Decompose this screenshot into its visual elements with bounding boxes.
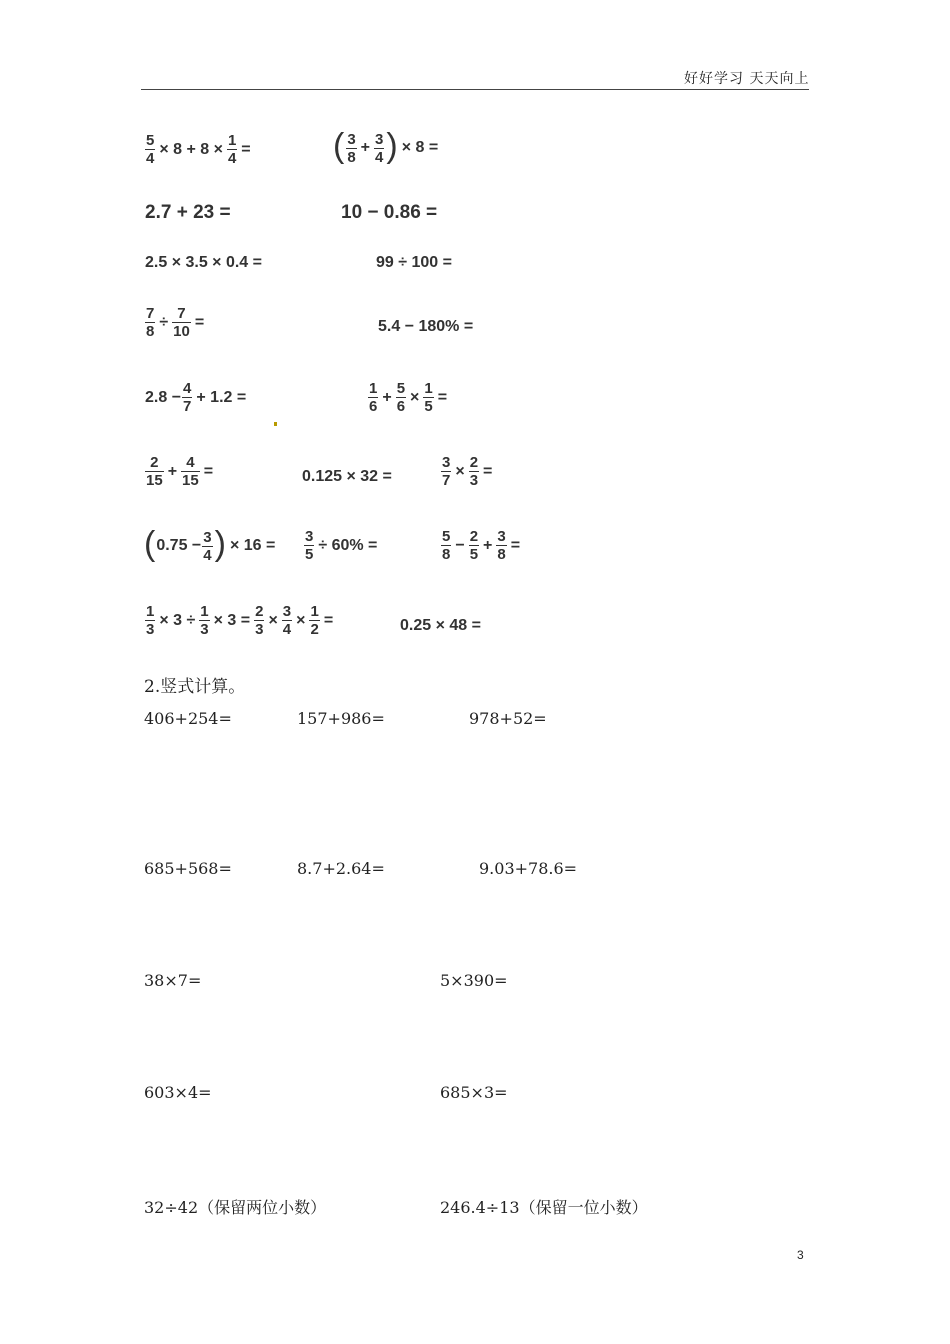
oral-expr-4a: $\frac{7}{8}$ ÷ $\frac{7}{10}$ =: [146, 305, 205, 340]
page-number: 3: [797, 1248, 804, 1262]
problem: 157+986=: [297, 709, 385, 728]
problem: 5×390=: [440, 971, 508, 990]
fraction: $\frac{4}{15}$: [182, 454, 199, 489]
problem: 38×7=: [144, 971, 202, 990]
fraction: $\frac{1}{3}$: [200, 603, 209, 638]
fraction: $\frac{2}{5}$: [469, 528, 479, 563]
oral-expr-7a: ( 0.75 − $\frac{3}{4}$ ) × 16 =: [144, 525, 276, 564]
fraction: $\frac{4}{7}$: [183, 380, 192, 415]
oral-expr-3a: 2.5 × 3.5 × 0.4 =: [145, 254, 262, 271]
fraction: $\frac{5}{6}$: [396, 380, 406, 415]
fraction: $\frac{5}{8}$: [442, 528, 451, 563]
fraction: $\frac{2}{15}$: [146, 454, 163, 489]
fraction: $\frac{3}{7}$: [442, 454, 451, 489]
fraction: $\frac{1}{6}$: [369, 380, 378, 415]
header-rule: [141, 89, 809, 90]
fraction: $\frac{5}{4}$: [146, 132, 155, 167]
fraction: $\frac{3}{4}$: [203, 528, 212, 564]
oral-expr-3b: 99 ÷ 100 =: [376, 254, 452, 271]
fraction: $\frac{3}{5}$: [305, 528, 314, 563]
fraction: $\frac{7}{8}$: [146, 305, 155, 340]
fraction: $\frac{3}{4}$: [375, 130, 384, 166]
fraction: $\frac{7}{10}$: [173, 305, 190, 340]
oral-expr-8a: $\frac{1}{3}$ × 3 ÷ $\frac{1}{3}$ × 3 = $\frac{2}{3}$ × $\frac{3}{4}$ × $\frac{1}{2}$ =: [146, 603, 334, 638]
fraction: $\frac{3}{8}$: [497, 528, 506, 563]
fraction: $\frac{3}{8}$: [347, 130, 356, 166]
oral-expr-7c: $\frac{5}{8}$ − $\frac{2}{5}$ + $\frac{3}{8}$ =: [442, 528, 521, 563]
section-title: 2.竖式计算。: [144, 677, 246, 697]
problem: 246.4÷13（保留一位小数）: [440, 1198, 648, 1217]
oral-expr-1a: $\frac{5}{4}$ × 8 + 8 × $\frac{1}{4}$ =: [146, 132, 251, 167]
fraction: $\frac{1}{4}$: [227, 132, 237, 167]
problem: 685×3=: [440, 1083, 508, 1102]
oral-expr-2b: 10 − 0.86 =: [341, 202, 438, 223]
oral-expr-1b: ( $\frac{3}{8}$ + $\frac{3}{4}$ ) × 8 =: [333, 127, 439, 166]
problem: 406+254=: [144, 709, 232, 728]
fraction: $\frac{1}{2}$: [310, 603, 319, 638]
stray-mark: [274, 422, 277, 426]
oral-expr-4b: 5.4 − 180% =: [378, 318, 474, 335]
oral-expr-6c: $\frac{3}{7}$ × $\frac{2}{3}$ =: [442, 454, 493, 489]
oral-expr-8b: 0.25 × 48 =: [400, 617, 481, 634]
problem: 8.7+2.64=: [297, 859, 385, 878]
problem: 978+52=: [469, 709, 547, 728]
problem: 9.03+78.6=: [479, 859, 578, 878]
fraction: $\frac{2}{3}$: [255, 603, 264, 638]
problem: 685+568=: [144, 859, 232, 878]
problem: 32÷42（保留两位小数）: [144, 1198, 327, 1217]
oral-expr-5b: $\frac{1}{6}$ + $\frac{5}{6}$ × $\frac{1}{5}$ =: [369, 380, 448, 415]
oral-expr-5a: 2.8 − $\frac{4}{7}$ + 1.2 =: [145, 380, 247, 415]
oral-expr-6a: $\frac{2}{15}$ + $\frac{4}{15}$ =: [146, 454, 214, 489]
oral-expr-2a: 2.7 + 23 =: [145, 202, 231, 223]
fraction: $\frac{1}{5}$: [424, 380, 433, 415]
fraction: $\frac{3}{4}$: [282, 603, 292, 638]
fraction: $\frac{1}{3}$: [146, 603, 155, 638]
oral-expr-6b: 0.125 × 32 =: [302, 468, 392, 485]
oral-expr-7b: $\frac{3}{5}$ ÷ 60% =: [305, 528, 378, 563]
problem: 603×4=: [144, 1083, 212, 1102]
header-text: 好好学习 天天向上: [684, 71, 810, 87]
fraction: $\frac{2}{3}$: [469, 454, 479, 489]
